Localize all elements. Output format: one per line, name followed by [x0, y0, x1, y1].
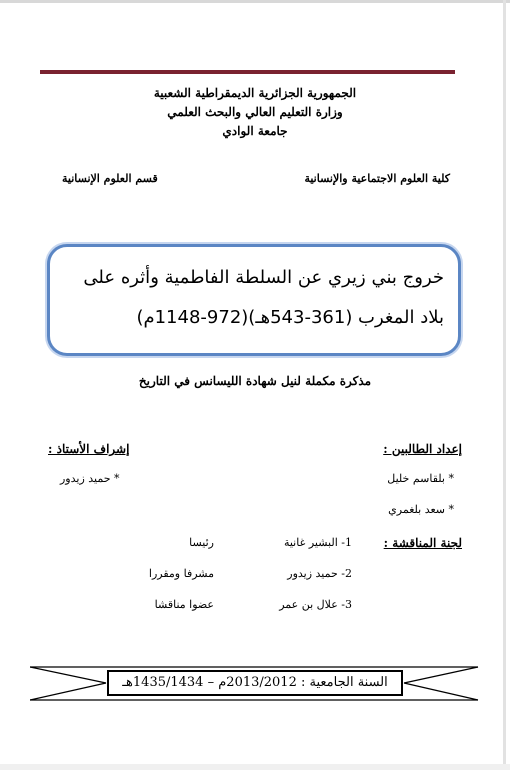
thesis-subtitle: مذكرة مكملة لنيل شهادة الليسانس في التاريخ	[138, 374, 372, 388]
university-name: جامعة الوادي	[222, 124, 288, 138]
committee-role-1: رئيسا	[189, 536, 214, 549]
page-edge-bottom	[0, 764, 510, 770]
republic-name: الجمهورية الجزائرية الديمقراطية الشعبية	[153, 86, 357, 100]
ministry-name: وزارة التعليم العالي والبحث العلمي	[167, 105, 343, 119]
thesis-title-box	[47, 244, 461, 356]
institution-header	[0, 86, 510, 143]
committee-role-2: مشرفا ومقررا	[148, 567, 214, 580]
committee-member-1: 1- البشير غانية	[283, 536, 352, 549]
department-name: قسم العلوم الإنسانية	[62, 172, 158, 185]
header-rule	[40, 70, 455, 74]
faculty-name: كلية العلوم الاجتماعية والإنسانية	[304, 172, 450, 185]
supervisor-name: * حميد زيدور	[60, 472, 120, 485]
supervisor-heading: إشراف الأستاذ :	[48, 442, 130, 456]
academic-year: السنة الجامعية : 2013/2012م – 1435/1434هـ	[107, 670, 403, 696]
committee-member-2: 2- حميد زيدور	[287, 567, 352, 580]
page-edge-top	[0, 0, 510, 3]
committee-member-3: 3- علال بن عمر	[279, 598, 352, 611]
students-heading: إعداد الطالبين :	[383, 442, 462, 456]
thesis-title-line-1: خروج بني زيري عن السلطة الفاطمية وأثره على	[83, 267, 444, 288]
student-name-1: * بلقاسم خليل	[387, 472, 454, 485]
student-name-2: * سعد بلغمري	[388, 503, 454, 516]
committee-role-3: عضوا مناقشا	[154, 598, 214, 611]
thesis-title-line-2: بلاد المغرب (361-543هـ)(972-1148م)	[136, 307, 444, 328]
committee-heading: لجنة المناقشة :	[383, 536, 462, 550]
